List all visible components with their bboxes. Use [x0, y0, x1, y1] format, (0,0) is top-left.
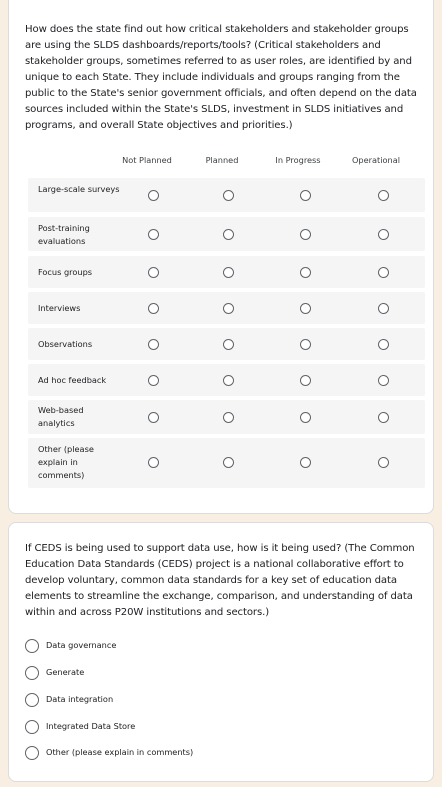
radio-operational[interactable]: [378, 190, 389, 201]
row-label: Post-training evaluations: [38, 223, 90, 246]
radio-not-planned[interactable]: [148, 267, 159, 278]
row-label: Observations: [38, 339, 93, 349]
radio-planned[interactable]: [223, 412, 234, 423]
radio-operational[interactable]: [378, 339, 389, 350]
radio-operational[interactable]: [378, 267, 389, 278]
radio-operational[interactable]: [378, 303, 389, 314]
row-label: Other (please explain in comments): [38, 444, 94, 480]
radio-not-planned[interactable]: [148, 190, 159, 201]
radio-operational[interactable]: [378, 375, 389, 386]
grid-row: [28, 217, 425, 251]
radio-in-progress[interactable]: [300, 267, 311, 278]
option-label: Generate: [46, 667, 85, 677]
radio-operational[interactable]: [378, 229, 389, 240]
radio-not-planned[interactable]: [148, 303, 159, 314]
column-header-planned: Planned: [205, 155, 239, 165]
radio-not-planned[interactable]: [148, 457, 159, 468]
column-header-operational: Operational: [351, 155, 401, 165]
radio-operational[interactable]: [378, 412, 389, 423]
grid-row: [28, 438, 425, 488]
option-label: Other (please explain in comments): [46, 747, 194, 757]
option-label: Data governance: [46, 640, 117, 650]
radio-button[interactable]: [25, 639, 39, 653]
radio-button[interactable]: [25, 693, 39, 707]
row-label: Large-scale surveys: [38, 184, 120, 194]
radio-in-progress[interactable]: [300, 375, 311, 386]
radio-not-planned[interactable]: [148, 339, 159, 350]
radio-planned[interactable]: [223, 375, 234, 386]
radio-button[interactable]: [25, 666, 39, 680]
question-card-stakeholder-usage: [8, 0, 434, 514]
radio-in-progress[interactable]: [300, 303, 311, 314]
radio-in-progress[interactable]: [300, 412, 311, 423]
grid-row: [28, 400, 425, 434]
radio-planned[interactable]: [223, 457, 234, 468]
column-header-in-progress: In Progress: [275, 155, 321, 165]
question-text: If CEDS is being used to support data use, how is it being used? (The Common Education Data Standards (CEDS) project is a national collaborative effort to develop voluntary, common data standards for a key set of education data elements to streamline the exchange, comparison, and understanding of data within and across P20W institutions and sectors.): [25, 543, 415, 618]
row-label: Focus groups: [38, 267, 93, 277]
option-label: Integrated Data Store: [46, 721, 136, 731]
radio-button[interactable]: [25, 746, 39, 760]
radio-not-planned[interactable]: [148, 375, 159, 386]
radio-button[interactable]: [25, 720, 39, 734]
radio-in-progress[interactable]: [300, 229, 311, 240]
radio-in-progress[interactable]: [300, 339, 311, 350]
column-header-not-planned: Not Planned: [122, 155, 172, 165]
radio-planned[interactable]: [223, 339, 234, 350]
radio-planned[interactable]: [223, 229, 234, 240]
radio-operational[interactable]: [378, 457, 389, 468]
radio-not-planned[interactable]: [148, 412, 159, 423]
question-card-ceds-usage: [8, 522, 434, 782]
question-text: How does the state find out how critical stakeholders and stakeholder groups are using the SLDS dashboards/reports/tools? (Critical stakeholders and stakeholder groups, sometimes referred to as user roles, are identified by and unique to each State. They include individuals and groups ranging from the public to the State's senior government officials, and often depend on the data sources included within the State's SLDS, investment in SLDS initiatives and programs, and overall State objectives and priorities.): [25, 24, 417, 131]
grid-row: [28, 178, 425, 212]
radio-planned[interactable]: [223, 267, 234, 278]
grid-row: [28, 256, 425, 288]
row-label: Ad hoc feedback: [38, 375, 107, 385]
grid-row: [28, 328, 425, 360]
grid-row: [28, 292, 425, 324]
radio-not-planned[interactable]: [148, 229, 159, 240]
row-label: Interviews: [38, 303, 81, 313]
option-label: Data integration: [46, 694, 114, 704]
radio-planned[interactable]: [223, 303, 234, 314]
grid-row: [28, 364, 425, 396]
radio-planned[interactable]: [223, 190, 234, 201]
row-label: Web-based analytics: [38, 405, 84, 428]
radio-in-progress[interactable]: [300, 190, 311, 201]
radio-in-progress[interactable]: [300, 457, 311, 468]
